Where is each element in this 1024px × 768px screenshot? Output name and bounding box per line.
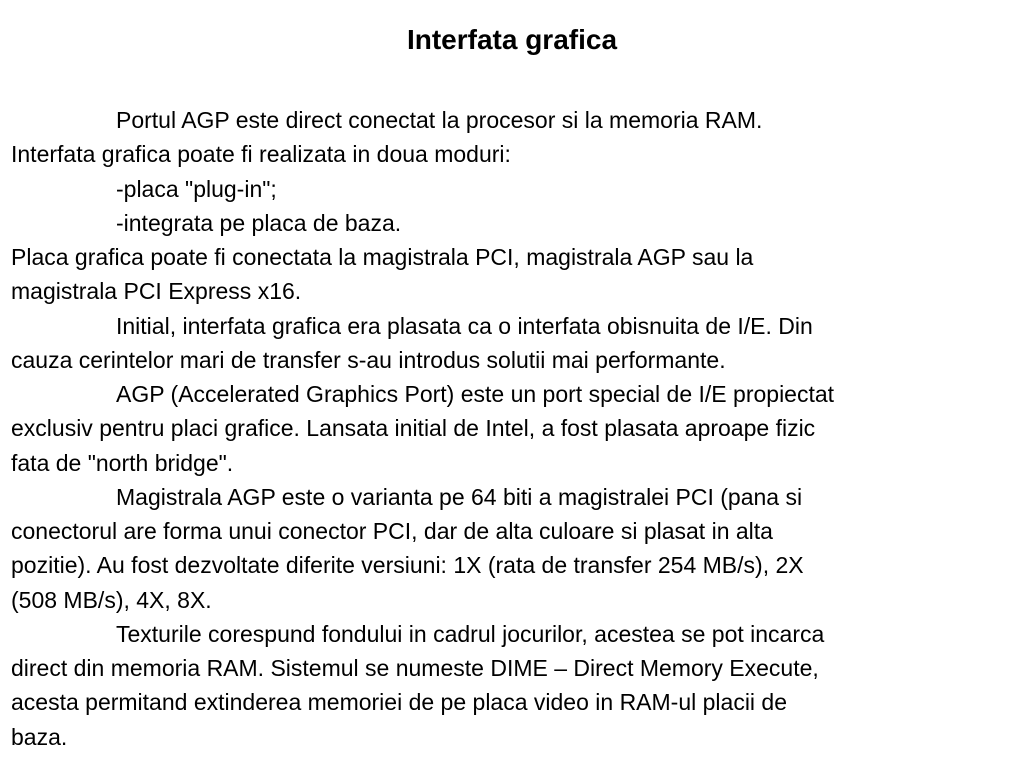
text-line: -integrata pe placa de baza. xyxy=(116,209,402,236)
text-line: exclusiv pentru placi grafice. Lansata initial de Intel, a fost plasata aproape fizic xyxy=(11,415,816,442)
page-title: Interfata grafica xyxy=(406,24,618,55)
text-line: Interfata grafica poate fi realizata in doua moduri: xyxy=(11,141,511,168)
text-line: Magistrala AGP este o varianta pe 64 biti a magistralei PCI (pana si xyxy=(116,483,803,510)
text-line: pozitie). Au fost dezvoltate diferite versiuni: 1X (rata de transfer 254 MB/s), 2X xyxy=(11,552,804,579)
text-line: acesta permitand extinderea memoriei de pe placa video in RAM-ul placii de xyxy=(11,689,788,716)
text-line: Portul AGP este direct conectat la procesor si la memoria RAM. xyxy=(116,107,763,133)
text-line: cauza cerintelor mari de transfer s-au introdus solutii mai performante. xyxy=(11,346,726,373)
text-line: AGP (Accelerated Graphics Port) este un port special de I/E propiectat xyxy=(116,381,835,407)
text-line: Placa grafica poate fi conectata la magistrala PCI, magistrala AGP sau la xyxy=(11,244,754,270)
text-line: -placa "plug-in"; xyxy=(116,175,277,202)
text-line: Initial, interfata grafica era plasata ca o interfata obisnuita de I/E. Din xyxy=(116,312,813,339)
text-line: conectorul are forma unui conector PCI, dar de alta culoare si plasat in alta xyxy=(11,518,773,544)
text-line: direct din memoria RAM. Sistemul se numeste DIME – Direct Memory Execute, xyxy=(11,655,819,681)
text-line: baza. xyxy=(11,723,68,750)
body-text xyxy=(11,103,1016,754)
text-line: magistrala PCI Express x16. xyxy=(11,278,302,305)
text-line: Texturile corespund fondului in cadrul jocurilor, acestea se pot incarca xyxy=(116,620,825,647)
text-line: fata de "north bridge". xyxy=(11,449,234,476)
text-line: (508 MB/s), 4X, 8X. xyxy=(11,586,212,613)
